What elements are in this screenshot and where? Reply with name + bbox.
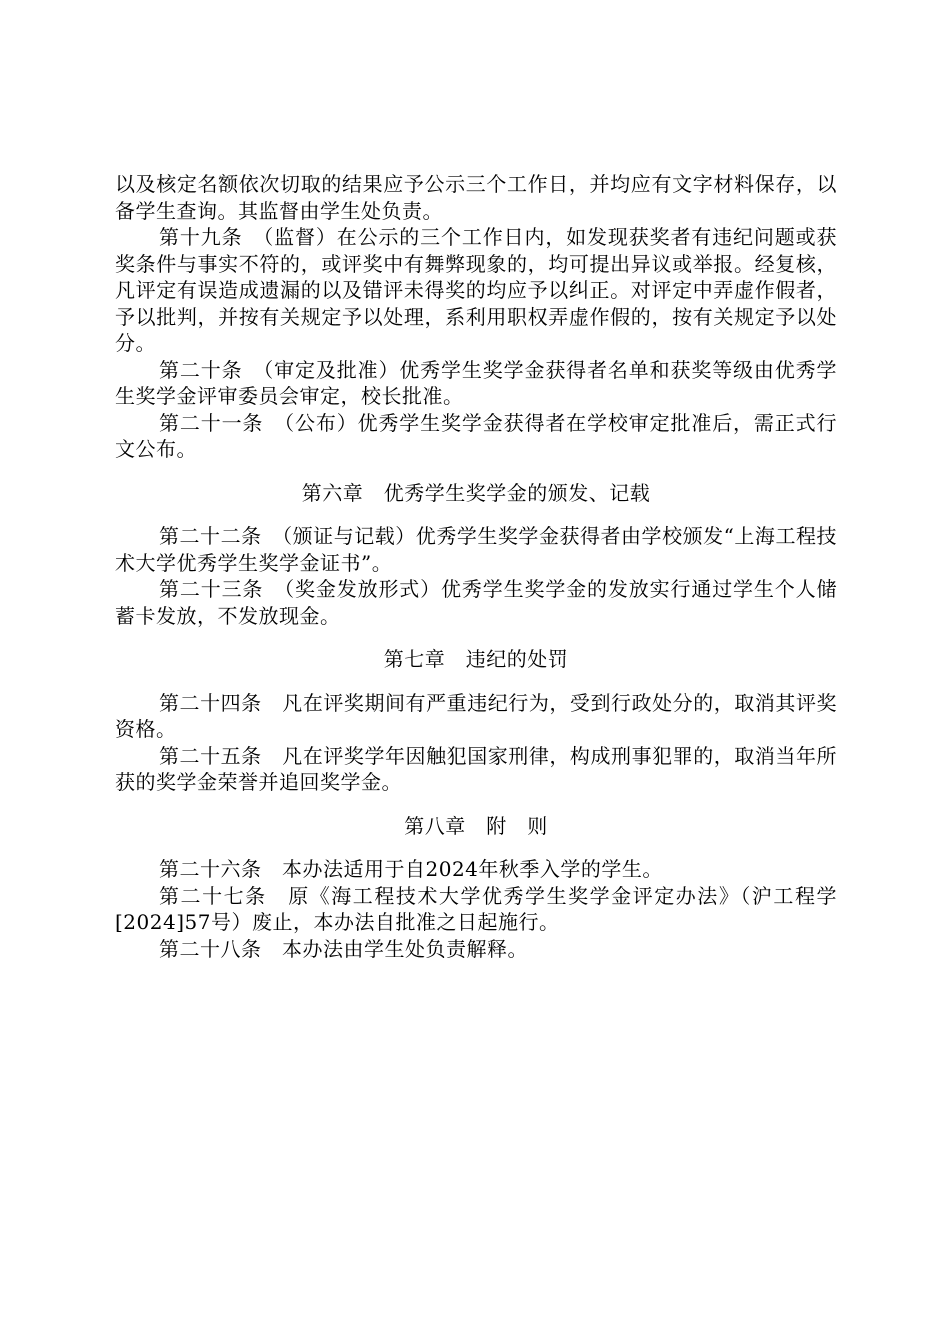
article-24: 第二十四条 凡在评奖期间有严重违纪行为，受到行政处分的，取消其评奖资格。 — [115, 690, 837, 741]
chapter-7-title: 第七章 违纪的处罚 — [383, 647, 569, 671]
article-26: 第二十六条 本办法适用于自2024年秋季入学的学生。 — [159, 857, 663, 881]
article-20: 第二十条 （审定及批准）优秀学生奖学金获得者名单和获奖等级由优秀学生奖学金评审委员会审定，校长批准。 — [115, 357, 837, 408]
paragraph-continuation: 以及核定名额依次切取的结果应予公示三个工作日，并均应有文字材料保存，以备学生查询。其监督由学生处负责。 — [115, 172, 837, 223]
article-22: 第二十二条 （颁证与记载）优秀学生奖学金获得者由学校颁发“上海工程技术大学优秀学生奖学金证书”。 — [115, 524, 837, 575]
document-page — [115, 171, 837, 962]
article-19: 第十九条 （监督）在公示的三个工作日内，如发现获奖者有违纪问题或获奖条件与事实不符的，或评奖中有舞弊现象的，均可提出异议或举报。经复核，凡评定有误造成遗漏的以及错评未得奖的均应予以纠正。对评定中弄虚作假者，予以批判，并按有关规定予以处理，系利用职权弄虚作假的，按有关规定予以处分。 — [115, 225, 837, 355]
chapter-8-title: 第八章 附 则 — [404, 813, 548, 838]
article-23: 第二十三条 （奖金发放形式）优秀学生奖学金的发放实行通过学生个人储蓄卡发放，不发放现金。 — [115, 577, 837, 628]
article-21: 第二十一条 （公布）优秀学生奖学金获得者在学校审定批准后，需正式行文公布。 — [115, 410, 837, 461]
article-28: 第二十八条 本办法由学生处负责解释。 — [159, 936, 528, 961]
chapter-6-title: 第六章 优秀学生奖学金的颁发、记载 — [301, 480, 651, 505]
article-27: 第二十七条 原《海工程技术大学优秀学生奖学金评定办法》（沪工程学[2024]57号）废止，本办法自批准之日起施行。 — [115, 883, 837, 934]
article-25: 第二十五条 凡在评奖学年因触犯国家刑律，构成刑事犯罪的，取消当年所获的奖学金荣誉并追回奖学金。 — [115, 743, 837, 794]
